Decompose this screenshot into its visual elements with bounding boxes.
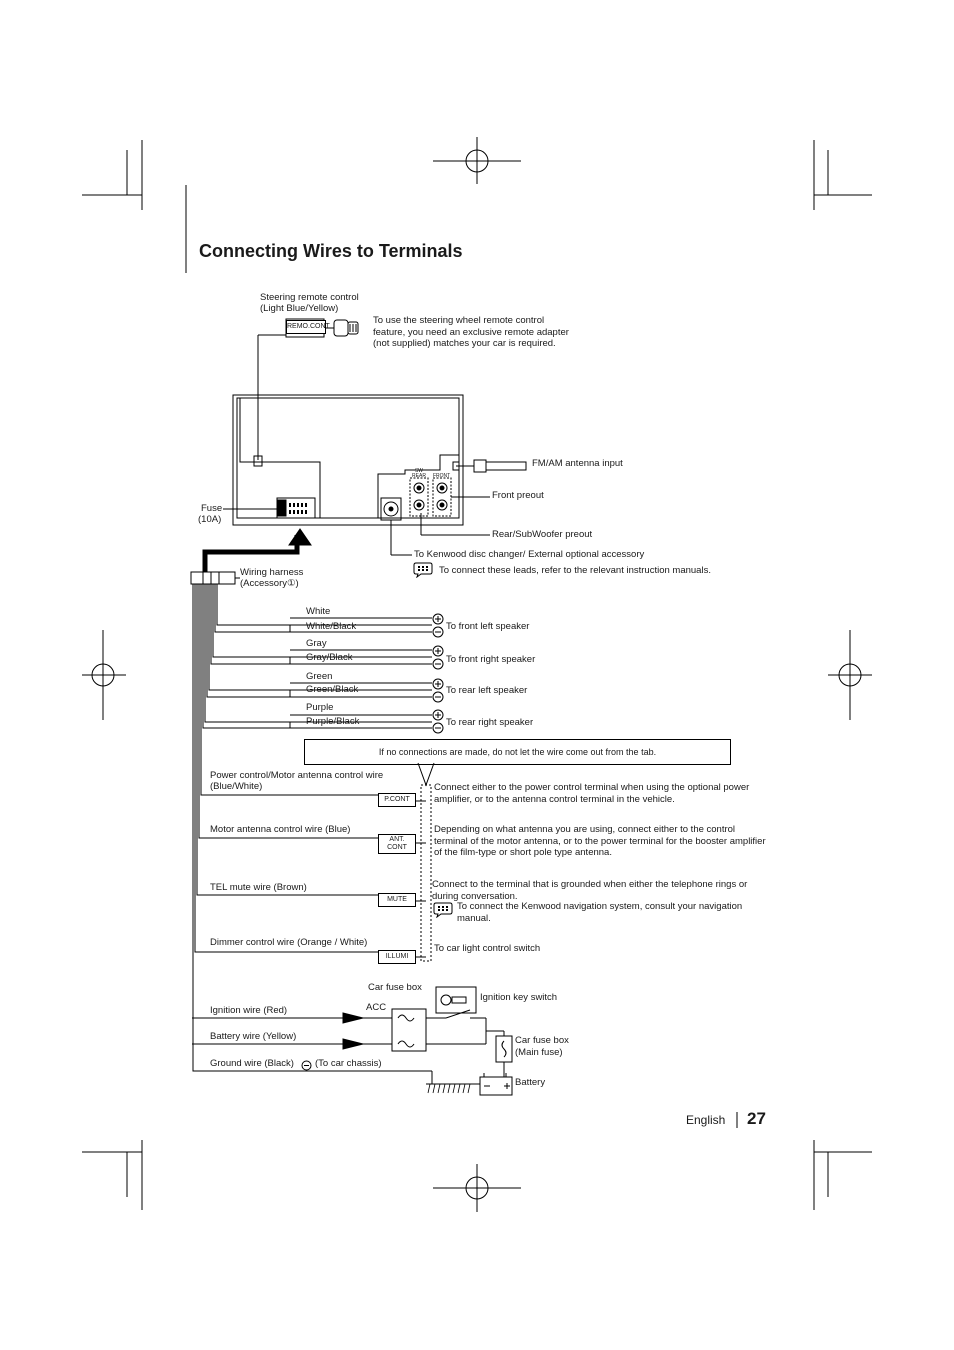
pcont-tag: P.CONT <box>378 793 416 807</box>
battery-wire-label: Battery wire (Yellow) <box>210 1031 297 1042</box>
speaker-target: To front left speaker <box>446 621 530 632</box>
speaker-target: To front right speaker <box>446 654 536 665</box>
disc-changer-label: To Kenwood disc changer/ External optional accessory <box>414 549 645 560</box>
mute-tag: MUTE <box>378 893 416 907</box>
ant-description: Depending on what antenna you are using, connect either to the control terminal of the motor antenna, or to the power terminal for the booster amplifier of the film-type or short pole type antenna. <box>434 824 766 858</box>
speaker-wire-color: White/Black <box>306 621 357 632</box>
steering-remote-color: (Light Blue/Yellow) <box>260 303 339 314</box>
speaker-target: To rear left speaker <box>446 685 528 696</box>
sw-rear-label: SW REAR <box>412 468 426 479</box>
wiring-harness-label: Wiring harness <box>240 567 304 578</box>
fuse-rating: (10A) <box>198 514 222 525</box>
pcont-wire-color: (Blue/White) <box>210 781 263 792</box>
ground-wire-chassis: (To car chassis) <box>315 1058 382 1069</box>
pcont-description: Connect either to the power control terminal when using the optional power amplifier, or to the antenna control terminal in the vehicle. <box>434 782 750 805</box>
ground-wire-label: Ground wire (Black) <box>210 1058 294 1069</box>
speaker-wire-color: Green/Black <box>306 684 359 695</box>
speaker-wire-color: White <box>306 606 331 617</box>
battery-label: Battery <box>515 1077 546 1088</box>
tab-note: If no connections are made, do not let the wire come out from the tab. <box>304 739 731 765</box>
mute-navigation-note: To connect the Kenwood navigation system, consult your navigation manual. <box>457 901 743 924</box>
remo-cont-tag: REMO.CONT <box>286 320 326 334</box>
unit-leader-lines <box>223 497 490 555</box>
tab-pointer <box>414 763 434 961</box>
acc-label: ACC <box>366 1002 387 1013</box>
note-icon <box>433 902 453 918</box>
main-fuse-label: Car fuse box <box>515 1035 569 1046</box>
polarity-group-front-left <box>431 613 445 639</box>
wiring-harness-accessory: (Accessory①) <box>240 578 299 589</box>
speaker-target: To rear right speaker <box>446 717 534 728</box>
plus-minus-icon <box>431 613 445 639</box>
antenna-plug <box>456 460 526 472</box>
plus-minus-icon <box>431 678 445 704</box>
illumi-tag: ILLUMI <box>378 950 416 964</box>
speaker-wire-color: Green <box>306 671 333 682</box>
polarity-group-rear-left <box>431 678 445 704</box>
ignition-wire-label: Ignition wire (Red) <box>210 1005 288 1016</box>
connect-leads-note: To connect these leads, refer to the relevant instruction manuals. <box>439 565 711 576</box>
main-fuse-note: (Main fuse) <box>515 1047 563 1058</box>
speaker-wire-color: Purple/Black <box>306 716 360 727</box>
car-fuse-box-label: Car fuse box <box>368 982 422 993</box>
illumi-description: To car light control switch <box>434 943 541 954</box>
mute-description: Connect to the terminal that is grounded when either the telephone rings or during conversation. <box>432 879 748 902</box>
front-jack-label: FRONT <box>433 473 451 479</box>
polarity-group-rear-right <box>431 709 445 735</box>
page-number: 27 <box>747 1109 766 1128</box>
ant-cont-tag-line: ANT. <box>389 836 405 843</box>
steering-remote-connector <box>258 319 358 460</box>
plus-minus-icon <box>431 645 445 671</box>
ignition-key-label: Ignition key switch <box>480 992 558 1003</box>
speaker-wire-color: Gray <box>306 638 327 649</box>
note-icon <box>413 562 433 578</box>
ant-cont-tag <box>378 834 416 854</box>
rear-preout-label: Rear/SubWoofer preout <box>492 529 593 540</box>
language-label: English <box>686 1113 726 1127</box>
minus-icon <box>301 1058 312 1069</box>
page-title: Connecting Wires to Terminals <box>199 241 463 261</box>
plus-minus-icon <box>431 709 445 735</box>
front-preout-label: Front preout <box>492 490 544 501</box>
illumi-wire-label: Dimmer control wire (Orange / White) <box>210 937 368 948</box>
fuse-label: Fuse <box>201 503 223 514</box>
speaker-wire-color: Purple <box>306 702 334 713</box>
ant-cont-tag-line: CONT <box>387 844 407 851</box>
head-unit-outline <box>233 395 463 525</box>
polarity-group-front-right <box>431 645 445 671</box>
pcont-wire-label: Power control/Motor antenna control wire <box>210 770 384 781</box>
speaker-wire-color: Gray/Black <box>306 652 353 663</box>
steering-remote-note: To use the steering wheel remote control feature, you need an exclusive remote adapter (not supplied) matches your car is required. <box>373 315 569 349</box>
ant-wire-label: Motor antenna control wire (Blue) <box>210 824 351 835</box>
antenna-label: FM/AM antenna input <box>532 458 623 469</box>
mute-wire-label: TEL mute wire (Brown) <box>210 882 307 893</box>
steering-remote-label: Steering remote control <box>260 292 359 303</box>
